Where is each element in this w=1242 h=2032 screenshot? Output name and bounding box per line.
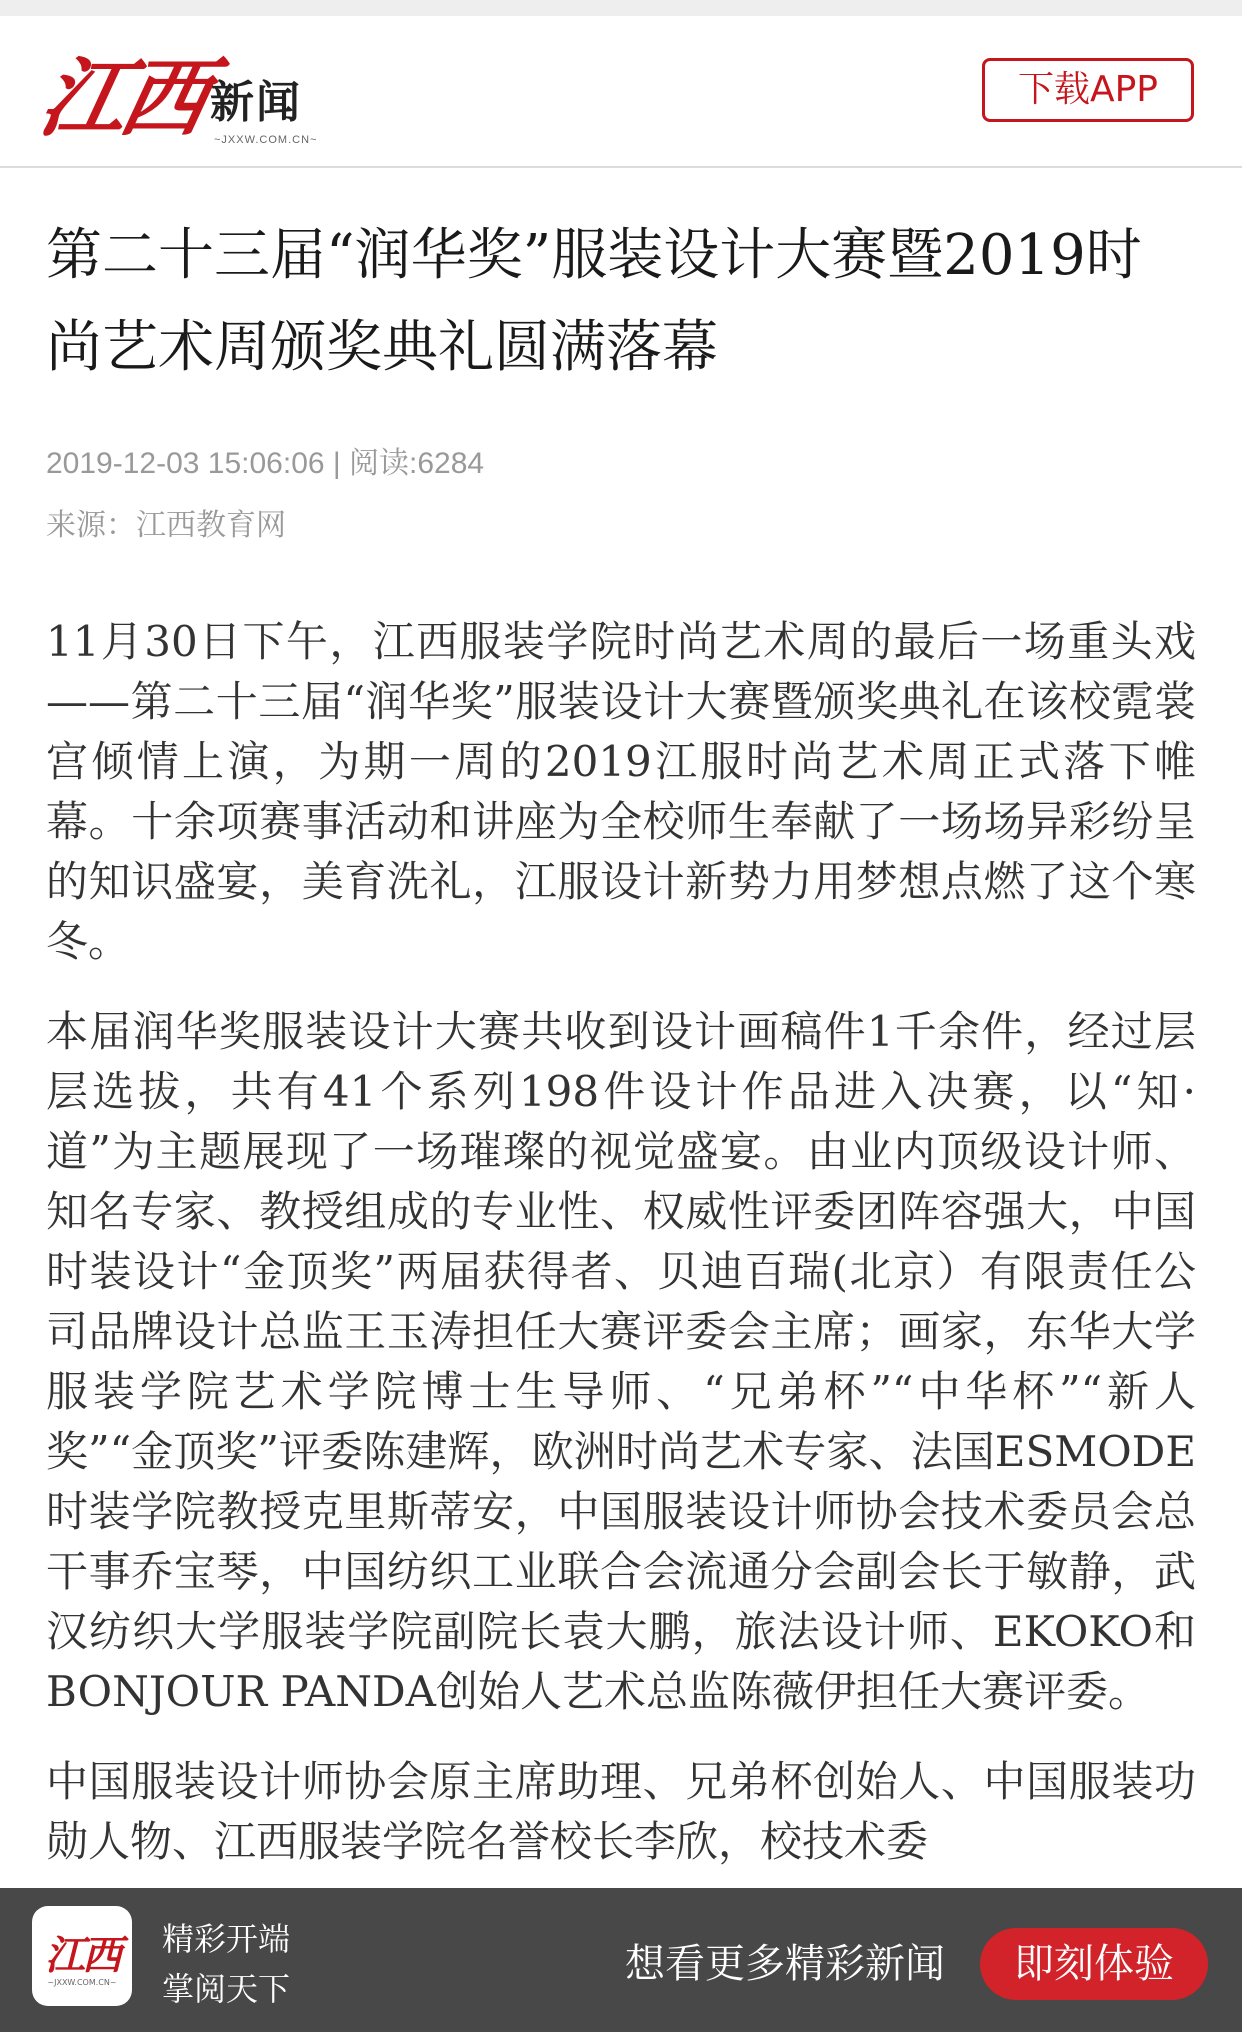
article-body (46, 612, 1196, 1902)
article-paragraph: 11月30日下午，江西服装学院时尚艺术周的最后一场重头戏——第二十三届“润华奖”服装设计大赛暨颁奖典礼在该校霓裳宫倾情上演，为期一周的2019江服时尚艺术周正式落下帷幕。十余项赛事活动和讲座为全校师生奉献了一场场异彩纷呈的知识盛宴，美育洗礼，江服设计新势力用梦想点燃了这个寒冬。 (46, 617, 1196, 966)
banner-cta-text: 想看更多精彩新闻 (625, 1941, 945, 1987)
article-title: 第二十三届“润华奖”服装设计大赛暨2019时尚艺术周颁奖典礼圆满落幕 (46, 223, 1142, 380)
app-icon (32, 1906, 132, 2006)
banner-slogan-line2: 掌阅天下 (162, 1970, 291, 2008)
app-icon-domain: ~JXXW.COM.CN~ (47, 1978, 117, 1987)
app-icon-logo: 江西 (45, 1932, 119, 1979)
banner-slogan-line1: 精彩开端 (162, 1920, 291, 1958)
download-app-button[interactable]: 下载APP (982, 58, 1194, 122)
try-now-button[interactable]: 即刻体验 (980, 1928, 1208, 2000)
logo-word: 新闻 (210, 77, 302, 128)
logo-brush-text: 江西 (31, 48, 213, 149)
status-strip (0, 0, 1242, 16)
app-promo-banner[interactable] (0, 1888, 1242, 2032)
article-paragraph: 中国服装设计师协会原主席助理、兄弟杯创始人、中国服装功勋人物、江西服装学院名誉校长李欣，校技术委 (46, 1757, 1196, 1866)
site-header (0, 16, 1242, 168)
article-paragraph: 本届润华奖服装设计大赛共收到设计画稿件1千余件，经过层层选拔，共有41个系列198件设计作品进入决赛，以“知·道”为主题展现了一场璀璨的视觉盛宴。由业内顶级设计师、知名专家、教授组成的专业性、权威性评委团阵容强大，中国时装设计“金顶奖”两届获得者、贝迪百瑞(北京）有限责任公司品牌设计总监王玉涛担任大赛评委会主席；画家，东华大学服装学院艺术学院博士生导师、“兄弟杯”“中华杯”“新人奖”“金顶奖”评委陈建辉，欧洲时尚艺术专家、法国ESMODE时装学院教授克里斯蒂安，中国服装设计师协会技术委员会总干事乔宝琴，中国纺织工业联合会流通分会副会长于敏静，武汉纺织大学服装学院副院长袁大鹏，旅法设计师、EKOKO和BONJOUR PANDA创始人艺术总监陈薇伊担任大赛评委。 (46, 1007, 1196, 1716)
article-source: 来源：江西教育网 (46, 508, 286, 543)
article-meta: 2019-12-03 15:06:06 | 阅读:6284 (46, 447, 485, 480)
site-logo[interactable] (31, 44, 322, 154)
logo-domain: ~JXXW.COM.CN~ (214, 134, 318, 146)
